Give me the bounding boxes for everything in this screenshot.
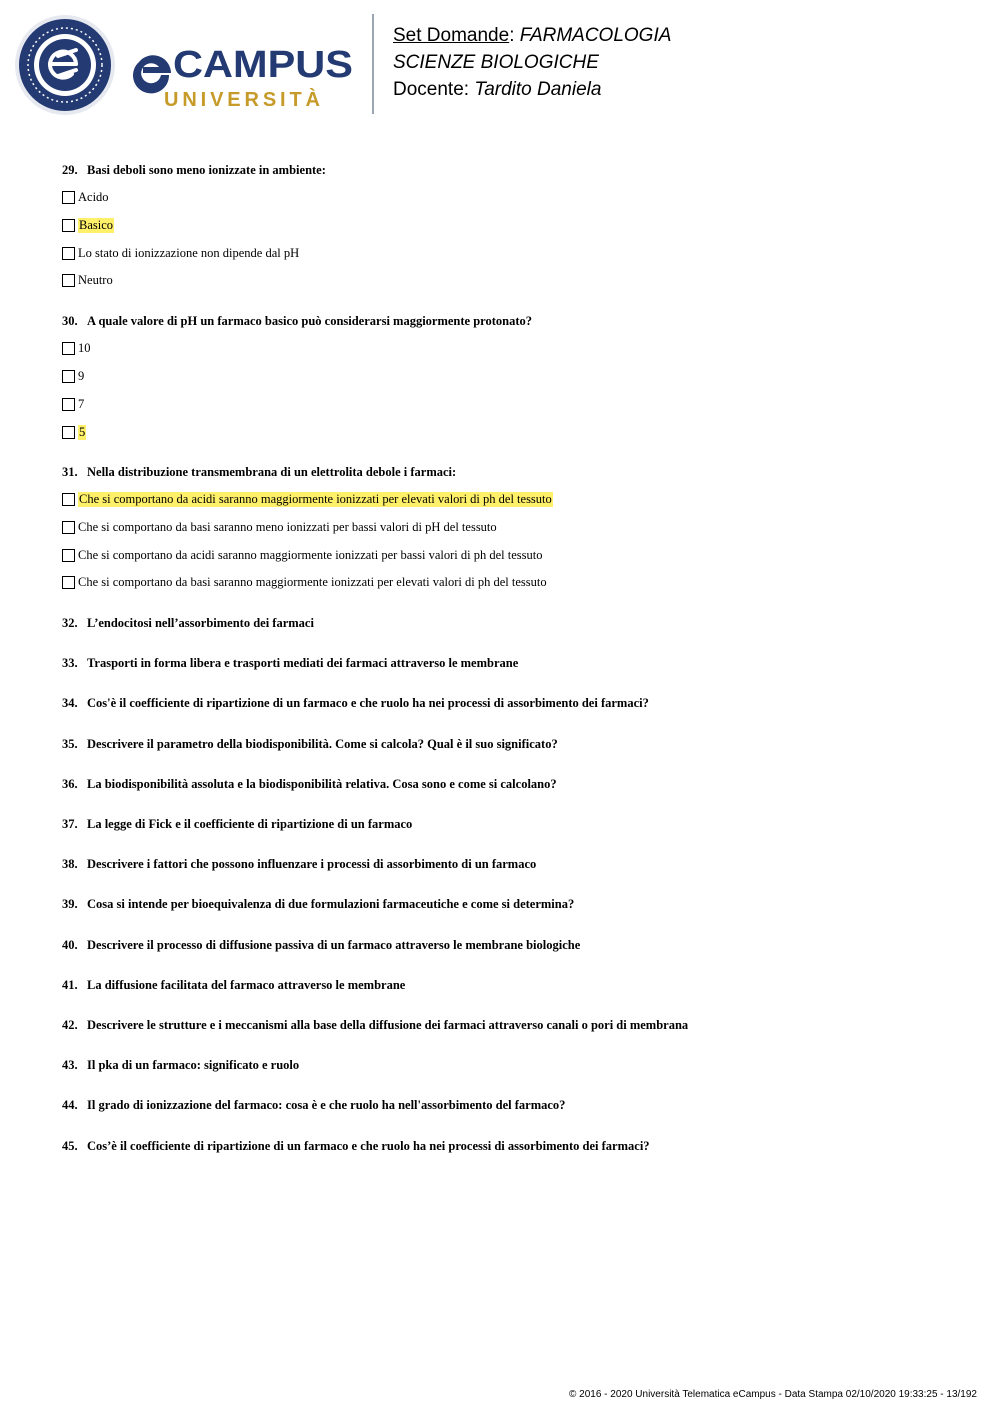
answer-option[interactable] xyxy=(62,217,114,233)
answer-option[interactable] xyxy=(62,189,109,205)
checkbox[interactable] xyxy=(62,521,75,534)
question-text: Nella distribuzione transmembrana di un elettrolita debole i farmaci: xyxy=(87,465,457,479)
checkbox[interactable] xyxy=(62,191,75,204)
question-text: Descrivere le strutture e i meccanismi alla base della diffusione dei farmaci attraverso canali o pori di membrana xyxy=(87,1018,689,1032)
page-footer: © 2016 - 2020 Università Telematica eCampus - Data Stampa 02/10/2020 19:33:25 - 13/192 xyxy=(569,1389,977,1400)
question-number: 31. xyxy=(62,465,78,479)
svg-text:UNIVERSITÀ: UNIVERSITÀ xyxy=(164,89,324,111)
question-number: 45. xyxy=(62,1138,78,1153)
question-text: La biodisponibilità assoluta e la biodisponibilità relativa. Cosa sono e come si calcolano? xyxy=(87,776,557,791)
question-number: 43. xyxy=(62,1058,78,1073)
question-title xyxy=(62,696,649,711)
question-title xyxy=(62,1139,650,1154)
checkbox[interactable] xyxy=(62,576,75,589)
answer-option[interactable] xyxy=(62,574,547,590)
question-title xyxy=(62,1058,299,1073)
question-title xyxy=(62,777,557,792)
question-number: 36. xyxy=(62,776,78,791)
answer-option[interactable] xyxy=(62,519,497,535)
question-number: 35. xyxy=(62,736,78,751)
answer-label: 9 xyxy=(78,368,85,383)
checkbox[interactable] xyxy=(62,493,75,506)
question-text: Descrivere il processo di diffusione passiva di un farmaco attraverso le membrane biologiche xyxy=(87,937,581,952)
answer-label: Acido xyxy=(78,189,109,204)
answer-label-highlighted: Che si comportano da acidi saranno maggiormente ionizzati per elevati valori di ph del tessuto xyxy=(79,491,552,506)
question-title xyxy=(62,897,574,912)
question-number: 30. xyxy=(62,314,78,328)
set-line xyxy=(393,22,671,49)
question-title xyxy=(62,465,456,480)
question-text: Cos’è il coefficiente di ripartizione di un farmaco e che ruolo ha nei processi di assorbimento dei farmaci? xyxy=(87,1138,650,1153)
answer-option[interactable] xyxy=(62,396,84,412)
question-title xyxy=(62,978,405,993)
question-number: 42. xyxy=(62,1018,78,1032)
question-title xyxy=(62,616,314,631)
question-number: 33. xyxy=(62,656,78,671)
answer-option[interactable] xyxy=(62,340,91,356)
question-text: Basi deboli sono meno ionizzate in ambiente: xyxy=(87,163,326,177)
question-number: 37. xyxy=(62,817,78,831)
checkbox[interactable] xyxy=(62,219,75,232)
question-text: La diffusione facilitata del farmaco attraverso le membrane xyxy=(87,977,406,992)
header-info xyxy=(393,22,671,103)
answer-option[interactable] xyxy=(62,424,86,440)
question-number: 40. xyxy=(62,937,78,952)
question-text: Cos'è il coefficiente di ripartizione di un farmaco e che ruolo ha nei processi di assorbimento dei farmaci? xyxy=(87,696,649,711)
checkbox[interactable] xyxy=(62,370,75,383)
question-number: 38. xyxy=(62,857,78,872)
question-number: 32. xyxy=(62,616,78,630)
answer-option[interactable] xyxy=(62,272,113,288)
question-text: L’endocitosi nell’assorbimento dei farmaci xyxy=(87,616,314,630)
answer-label: Che si comportano da basi saranno meno ionizzati per bassi valori di pH del tessuto xyxy=(78,519,497,534)
question-text: Trasporti in forma libera e trasporti mediati dei farmaci attraverso le membrane xyxy=(87,656,519,671)
subject: FARMACOLOGIA xyxy=(519,25,672,46)
question-number: 39. xyxy=(62,897,78,912)
set-colon: : xyxy=(509,25,515,46)
header-divider xyxy=(372,14,374,114)
checkbox[interactable] xyxy=(62,398,75,411)
answer-label: Neutro xyxy=(78,272,113,287)
question-number: 41. xyxy=(62,977,78,992)
page-header xyxy=(0,0,1000,130)
answer-label: Che si comportano da acidi saranno maggiormente ionizzati per bassi valori di ph del tessuto xyxy=(78,547,543,562)
answer-label: 10 xyxy=(78,340,91,355)
question-text: Il grado di ionizzazione del farmaco: cosa è e che ruolo ha nell'assorbimento del farmaco? xyxy=(87,1098,566,1113)
question-title xyxy=(62,938,580,953)
answer-option[interactable] xyxy=(62,491,553,507)
checkbox[interactable] xyxy=(62,247,75,260)
answer-option[interactable] xyxy=(62,547,542,563)
answer-option[interactable] xyxy=(62,245,299,261)
question-title xyxy=(62,857,536,872)
question-text: Descrivere i fattori che possono influenzare i processi di assorbimento di un farmaco xyxy=(87,857,537,872)
question-title xyxy=(62,163,326,178)
answer-label: Che si comportano da basi saranno maggiormente ionizzati per elevati valori di ph del tessuto xyxy=(78,574,547,589)
question-text: La legge di Fick e il coefficiente di ripartizione di un farmaco xyxy=(87,817,413,831)
ecampus-seal-logo xyxy=(14,14,116,116)
set-label: Set Domande xyxy=(393,25,510,46)
answer-label-highlighted: Basico xyxy=(79,217,114,232)
course: SCIENZE BIOLOGICHE xyxy=(393,52,599,73)
teacher-label: Docente: xyxy=(393,79,470,100)
checkbox[interactable] xyxy=(62,342,75,355)
checkbox[interactable] xyxy=(62,549,75,562)
question-title xyxy=(62,1018,688,1033)
question-number: 44. xyxy=(62,1098,78,1113)
answer-option[interactable] xyxy=(62,368,84,384)
question-number: 34. xyxy=(62,696,78,711)
checkbox[interactable] xyxy=(62,426,75,439)
svg-text:CAMPUS: CAMPUS xyxy=(173,44,353,86)
question-title xyxy=(62,656,518,671)
ecampus-wordmark-logo xyxy=(131,40,356,112)
question-title xyxy=(62,1098,565,1113)
question-text: A quale valore di pH un farmaco basico può considerarsi maggiormente protonato? xyxy=(87,314,533,328)
question-text: Il pka di un farmaco: significato e ruolo xyxy=(87,1058,300,1073)
question-text: Descrivere il parametro della biodisponibilità. Come si calcola? Qual è il suo significato? xyxy=(87,736,558,751)
answer-label: 7 xyxy=(78,396,85,411)
question-title xyxy=(62,737,558,752)
question-title xyxy=(62,817,412,832)
checkbox[interactable] xyxy=(62,274,75,287)
teacher-name: Tardito Daniela xyxy=(474,79,602,100)
question-text: Cosa si intende per bioequivalenza di due formulazioni farmaceutiche e come si determina? xyxy=(87,897,575,912)
answer-label: Lo stato di ionizzazione non dipende dal pH xyxy=(78,245,300,260)
question-title xyxy=(62,314,532,329)
question-number: 29. xyxy=(62,163,78,177)
answer-label-highlighted: 5 xyxy=(79,424,86,439)
teacher-line xyxy=(393,76,671,103)
